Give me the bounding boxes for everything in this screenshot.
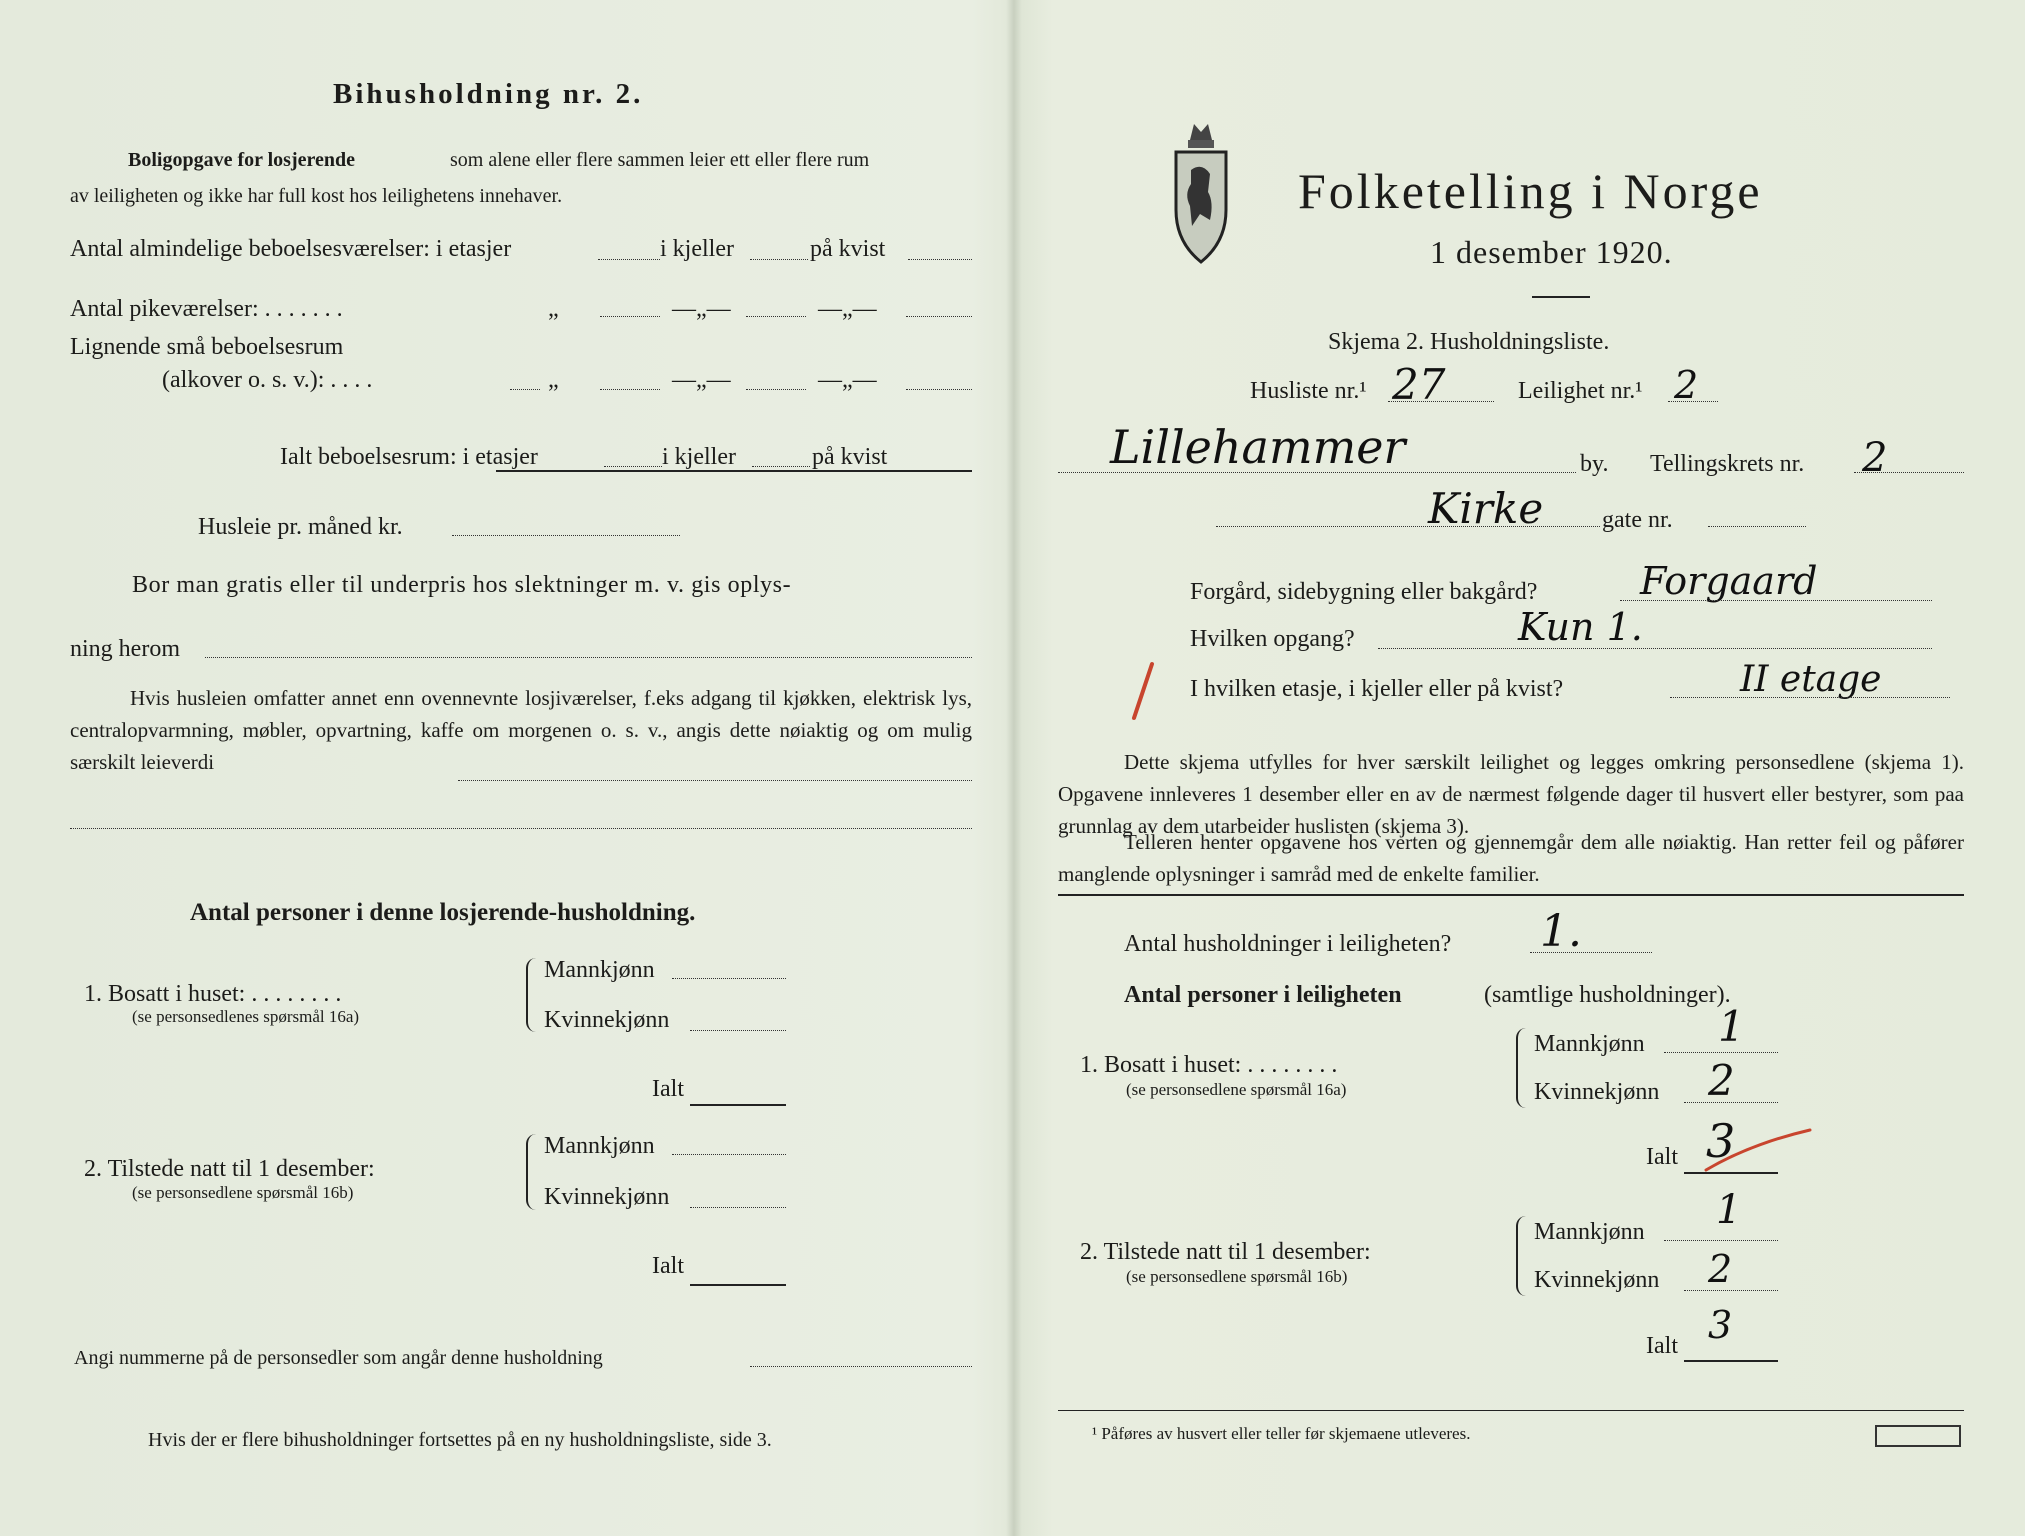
right-q2-note: (se personsedlene spørsmål 16b) [1126, 1267, 1348, 1286]
leilighet-label: Leilighet nr.¹ [1518, 378, 1643, 404]
left-q1-ialt-field [690, 1104, 786, 1106]
page-fold [1006, 0, 1022, 1536]
form-date: 1 desember 1920. [1430, 234, 1673, 270]
left-q1-brace [526, 958, 538, 1032]
rooms-kjeller-label: i kjeller [660, 236, 734, 262]
instructions-2: Telleren henter opgavene hos verten og gjennemgår dem alle nøiaktig. Han retter feil og påfører manglende oplysninger i samråd med de enkelte familier. [1058, 830, 1964, 886]
left-title: Bihusholdning nr. 2. [333, 78, 644, 110]
right-q2-mann-field [1664, 1240, 1778, 1241]
extra-field [70, 828, 972, 829]
pike-field-1 [600, 316, 660, 317]
husliste-field [1388, 401, 1494, 402]
forgard-label: Forgård, sidebygning eller bakgård? [1190, 579, 1538, 605]
right-q2-brace [1516, 1216, 1528, 1296]
pike-ditto-3: —„— [818, 296, 877, 322]
left-persons-heading: Antal personer i denne losjerende-husholdning. [190, 899, 696, 926]
husleie-field [452, 535, 680, 536]
small-rooms-label-1: Lignende små beboelsesrum [70, 334, 344, 360]
left-q2-ialt-label: Ialt [652, 1253, 684, 1279]
husliste-label: Husliste nr.¹ [1250, 378, 1367, 404]
gratis-line-1: Bor man gratis eller til underpris hos slektninger m. v. gis oplys- [132, 572, 792, 598]
small-ditto-2: —„— [672, 367, 731, 393]
krets-field [1854, 472, 1964, 473]
right-q1-ialt-value: 3 [1706, 1114, 1736, 1168]
left-q2-kvinne-label: Kvinnekjønn [544, 1184, 670, 1210]
right-q1-mann-label: Mannkjønn [1534, 1031, 1645, 1057]
small-rooms-label-2: (alkover o. s. v.): . . . . [162, 367, 373, 393]
small-rooms-field-2 [746, 389, 806, 390]
right-persons-heading-rest: (samtlige husholdninger). [1484, 982, 1731, 1008]
gratis-line-2: ning herom [70, 636, 180, 662]
gate-label: gate nr. [1602, 507, 1673, 533]
right-q2-ialt-field [1684, 1360, 1778, 1362]
red-pencil-mark-icon [1126, 660, 1160, 722]
right-persons-heading: Antal personer i leiligheten [1124, 982, 1402, 1008]
right-q1-kvinne-value: 2 [1708, 1056, 1735, 1105]
section-rule [1058, 894, 1964, 896]
forgard-field [1620, 600, 1932, 601]
households-field [1530, 952, 1652, 953]
footnote: ¹ Påføres av husvert eller teller før skjemaene utleveres. [1092, 1424, 1471, 1443]
left-q2-label: 2. Tilstede natt til 1 desember: [84, 1156, 375, 1182]
intro-rest-1: som alene eller flere sammen leier ett eller flere rum [450, 149, 870, 171]
form-title: Folketelling i Norge [1298, 163, 1763, 219]
rooms-kvist-field [908, 259, 972, 260]
total-underline [496, 470, 972, 472]
small-rooms-field-1 [600, 389, 660, 390]
gratis-field [205, 657, 972, 658]
numbers-label: Angi nummerne på de personsedler som angår denne husholdning [74, 1347, 603, 1369]
opgang-label: Hvilken opgang? [1190, 626, 1355, 652]
printer-stamp [1875, 1425, 1961, 1447]
right-q1-ialt-field [1684, 1172, 1778, 1174]
left-q2-ialt-field [690, 1284, 786, 1286]
right-q2-kvinne-field [1684, 1290, 1778, 1291]
pike-ditto-2: —„— [672, 296, 731, 322]
total-kjeller-field [752, 466, 810, 467]
total-etasjer-field [604, 466, 662, 467]
left-footer: Hvis der er flere bihusholdninger fortsettes på en ny husholdningsliste, side 3. [148, 1429, 772, 1451]
city-value: Lillehammer [1110, 420, 1406, 474]
left-q2-brace [526, 1134, 538, 1210]
pike-field-2 [746, 316, 806, 317]
etasje-field [1670, 697, 1950, 698]
left-q1-note: (se personsedlenes spørsmål 16a) [132, 1007, 360, 1026]
pike-field-3 [906, 316, 972, 317]
pike-ditto-1: „ [548, 296, 559, 322]
leilighet-value: 2 [1674, 363, 1699, 407]
etasje-value: II etage [1740, 659, 1882, 700]
right-q2-mann-label: Mannkjønn [1534, 1219, 1645, 1245]
right-q2-ialt-value: 3 [1708, 1303, 1733, 1347]
left-q1-kvinne-label: Kvinnekjønn [544, 1007, 670, 1033]
red-check-mark-icon [1700, 1124, 1818, 1174]
right-q2-ialt-label: Ialt [1646, 1333, 1678, 1359]
rooms-kvist-label: på kvist [810, 236, 886, 262]
krets-label: Tellingskrets nr. [1650, 451, 1805, 477]
right-q2-mann-value: 1 [1716, 1187, 1742, 1233]
small-rooms-field-3 [906, 389, 972, 390]
right-q2-kvinne-value: 2 [1708, 1247, 1733, 1291]
right-q2-kvinne-label: Kvinnekjønn [1534, 1267, 1660, 1293]
right-q1-brace [1516, 1028, 1528, 1108]
street-field [1216, 526, 1600, 527]
left-q2-mann-field [672, 1154, 786, 1155]
by-label: by. [1580, 451, 1609, 477]
instructions-1: Dette skjema utfylles for hver særskilt leilighet og legges omkring personsedlene (skjema 1). Opgavene innleveres 1 desember eller en av de nærmest følgende dager til husvert eller bestyrer, som paa grunnlag av dem utarbeider huslisten (skjema 3). [1058, 750, 1964, 838]
households-label: Antal husholdninger i leiligheten? [1124, 931, 1452, 957]
opgang-field [1378, 648, 1932, 649]
schema-label: Skjema 2. Husholdningsliste. [1328, 329, 1610, 355]
right-q1-mann-field [1664, 1052, 1778, 1053]
husleie-label: Husleie pr. måned kr. [198, 514, 403, 540]
leieverdi-field [458, 780, 972, 781]
households-value: 1. [1540, 906, 1582, 957]
small-rooms-field-0 [510, 389, 540, 390]
opgang-value: Kun 1. [1518, 605, 1643, 649]
small-ditto-3: —„— [818, 367, 877, 393]
right-q1-label: 1. Bosatt i huset: . . . . . . . . [1080, 1052, 1338, 1078]
small-ditto-1: „ [548, 367, 559, 393]
total-kvist-label: på kvist [812, 444, 888, 470]
left-q1-label: 1. Bosatt i huset: . . . . . . . . [84, 981, 342, 1007]
total-rooms-label: Ialt beboelsesrum: i etasjer [280, 444, 538, 470]
left-q1-ialt-label: Ialt [652, 1076, 684, 1102]
left-q2-note: (se personsedlene spørsmål 16b) [132, 1183, 354, 1202]
title-rule [1532, 296, 1590, 298]
forgard-value: Forgaard [1640, 559, 1818, 603]
left-q1-mann-label: Mannkjønn [544, 957, 655, 983]
right-q1-mann-value: 1 [1718, 1002, 1745, 1051]
husliste-value: 27 [1392, 360, 1446, 409]
right-q1-kvinne-field [1684, 1102, 1778, 1103]
coat-of-arms-icon [1170, 118, 1232, 268]
rooms-kjeller-field [750, 259, 808, 260]
rooms-etasjer-field [598, 259, 660, 260]
right-q1-kvinne-label: Kvinnekjønn [1534, 1079, 1660, 1105]
right-q2-label: 2. Tilstede natt til 1 desember: [1080, 1239, 1371, 1265]
etasje-label: I hvilken etasje, i kjeller eller på kvist? [1190, 676, 1564, 702]
street-value: Kirke [1428, 484, 1544, 533]
husleie-note: Hvis husleien omfatter annet enn ovennevnte losjiværelser, f.eks adgang til kjøkken, elektrisk lys, centralopvarmning, møbler, opvartning, kaffe om morgenen o. s. v., angis dette nøiaktig og om mulig særskilt leieverdi [70, 686, 972, 774]
left-q2-mann-label: Mannkjønn [544, 1133, 655, 1159]
left-q1-mann-field [672, 978, 786, 979]
leilighet-field [1668, 401, 1718, 402]
krets-value: 2 [1862, 435, 1888, 481]
numbers-field [750, 1366, 972, 1367]
rooms-label: Antal almindelige beboelsesværelser: i etasjer [70, 236, 512, 262]
left-q2-kvinne-field [690, 1207, 786, 1208]
right-q1-ialt-label: Ialt [1646, 1144, 1678, 1170]
intro-rest-2: av leiligheten og ikke har full kost hos leilighetens innehaver. [70, 185, 563, 207]
city-field [1058, 472, 1576, 473]
pike-label: Antal pikeværelser: . . . . . . . [70, 296, 343, 322]
footnote-rule [1058, 1410, 1964, 1411]
gate-nr-field [1708, 526, 1806, 527]
right-q1-note: (se personsedlene spørsmål 16a) [1126, 1080, 1347, 1099]
total-kjeller-label: i kjeller [662, 444, 736, 470]
intro-bold: Boligopgave for losjerende [128, 149, 356, 171]
left-q1-kvinne-field [690, 1030, 786, 1031]
